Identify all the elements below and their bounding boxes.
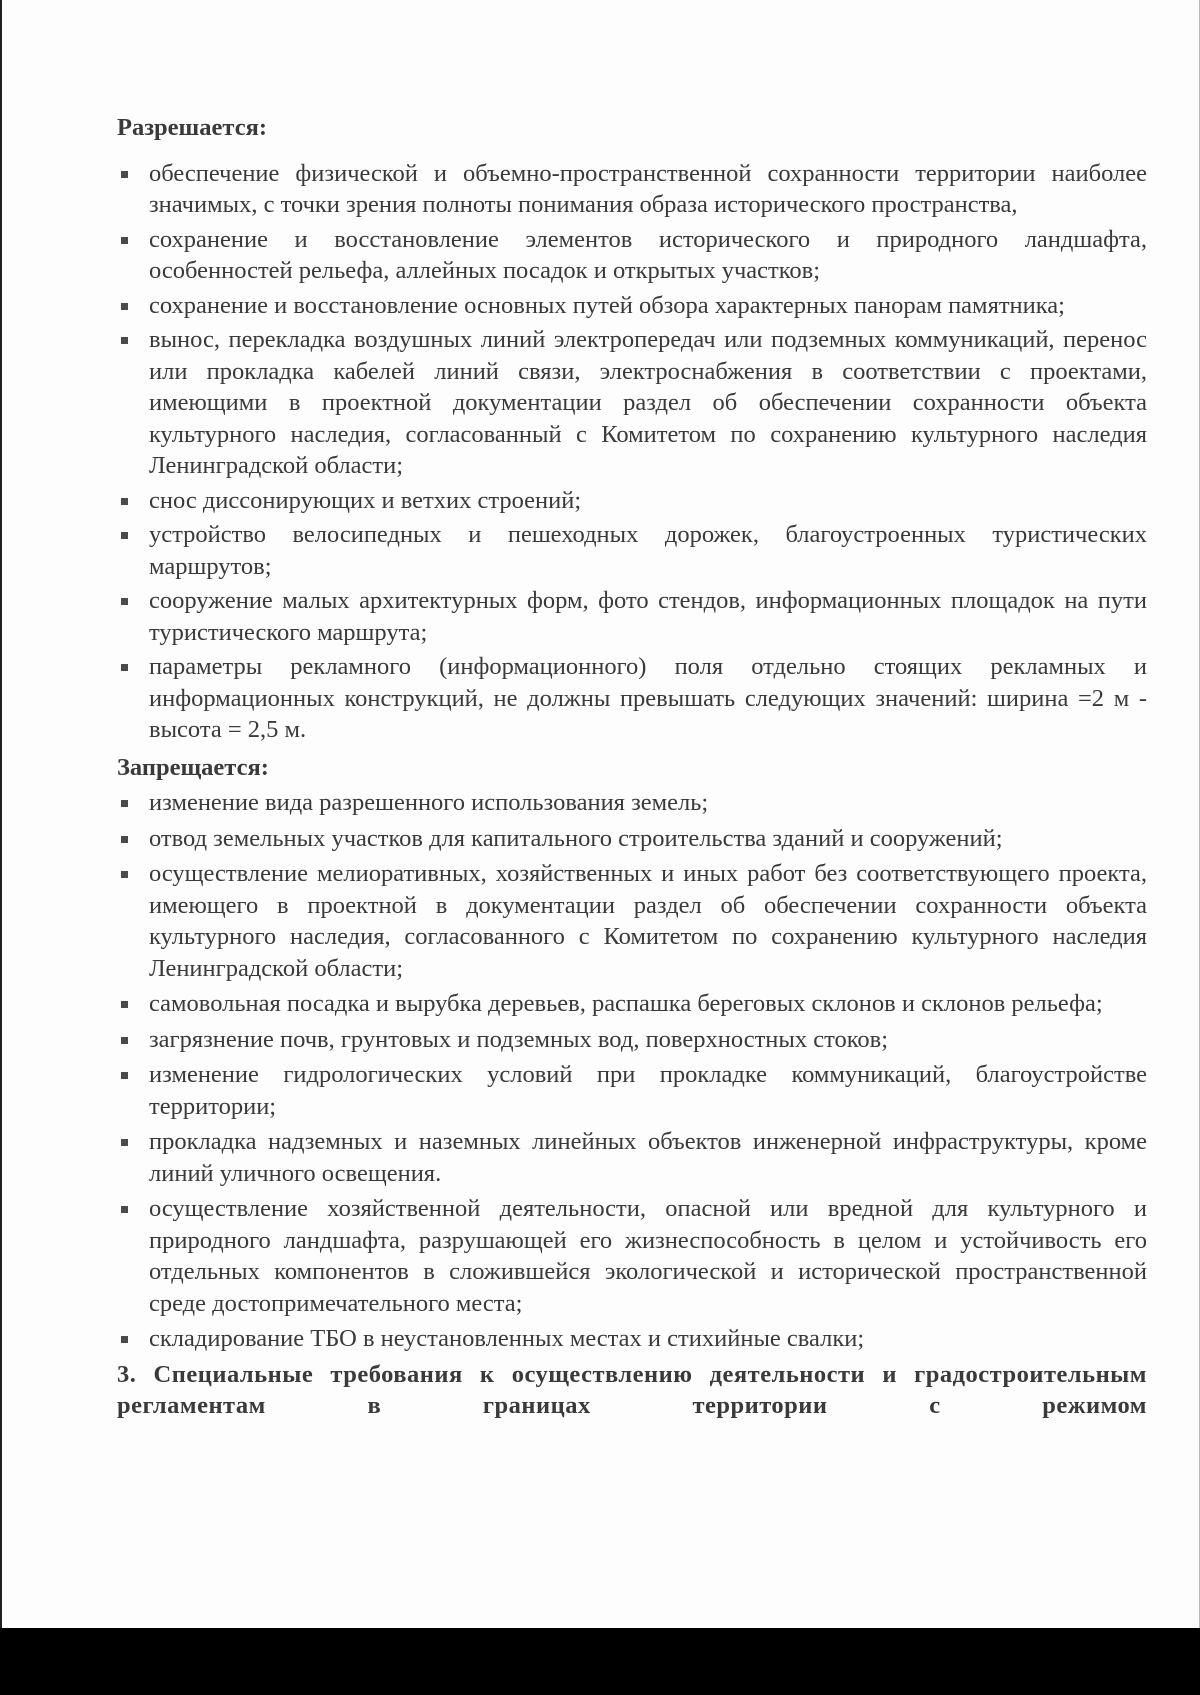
list-item-text: отвод земельных участков для капитального строительства зданий и сооружений; (149, 824, 1003, 852)
list-item-text: обеспечение физической и объемно-пространственной сохранности территории наиболее значимых, с точки зрения полноты понимания образа исторического пространства, (149, 159, 1147, 218)
allowed-list (117, 158, 1147, 746)
list-item-text: прокладка надземных и наземных линейных объектов инженерной инфраструктуры, кроме линий уличного освещения. (149, 1128, 1147, 1187)
square-bullet-icon (121, 532, 128, 539)
list-item (117, 324, 1147, 482)
list-item (117, 485, 1147, 517)
prohibited-list (117, 787, 1147, 1355)
square-bullet-icon (121, 171, 128, 178)
square-bullet-icon (121, 1336, 128, 1343)
list-item (117, 290, 1147, 322)
square-bullet-icon (121, 836, 128, 843)
square-bullet-icon (121, 337, 128, 344)
list-item (117, 651, 1147, 746)
square-bullet-icon (121, 237, 128, 244)
list-item (117, 1126, 1147, 1189)
list-item (117, 988, 1147, 1020)
list-item (117, 519, 1147, 582)
list-item-text: изменение гидрологических условий при прокладке коммуникаций, благоустройстве территории; (149, 1061, 1147, 1120)
square-bullet-icon (121, 1139, 128, 1146)
document-body (117, 112, 1147, 1422)
square-bullet-icon (121, 598, 128, 605)
scan-bottom-margin (0, 1628, 1200, 1695)
list-item-text: самовольная посадка и вырубка деревьев, распашка береговых склонов и склонов рельефа; (149, 990, 1103, 1017)
square-bullet-icon (121, 303, 128, 310)
scan-left-edge (0, 0, 2, 1630)
list-item (117, 585, 1147, 648)
list-item (117, 1193, 1147, 1319)
list-item-text: устройство велосипедных и пешеходных дорожек, благоустроенных туристических маршрутов; (149, 521, 1147, 580)
list-item (117, 787, 1147, 819)
list-item-text: осуществление мелиоративных, хозяйственных и иных работ без соответствующего проекта, имеющего в проектной в документации раздел об обеспечении сохранности объекта культурного наследия, согласованного с Комитетом по сохранению культурного наследия Ленинградской области; (149, 860, 1147, 982)
section-3-title: 3. Специальные требования к осуществлению деятельности и градостроительным регламентам в границах территории с режимом (117, 1360, 1147, 1419)
square-bullet-icon (121, 1206, 128, 1213)
list-item-text: сооружение малых архитектурных форм, фото стендов, информационных площадок на пути туристического маршрута; (149, 587, 1147, 646)
square-bullet-icon (121, 498, 128, 505)
list-item (117, 1323, 1147, 1355)
list-item-text: снос диссонирующих и ветхих строений; (149, 486, 582, 514)
list-item-text: параметры рекламного (информационного) поля отдельно стоящих рекламных и информационных конструкций, не должны превышать следующих значений: ширина =2 м - высота = 2,5 м. (149, 653, 1147, 743)
list-item-text: сохранение и восстановление элементов исторического и природного ландшафта, особенностей рельефа, аллейных посадок и открытых участков; (149, 225, 1147, 284)
list-item (117, 1059, 1147, 1122)
list-item-text: загрязнение почв, грунтовых и подземных вод, поверхностных стоков; (149, 1025, 889, 1053)
square-bullet-icon (121, 1001, 128, 1008)
square-bullet-icon (121, 664, 128, 671)
list-item-text: складирование ТБО в неустановленных местах и стихийные свалки; (149, 1325, 865, 1352)
square-bullet-icon (121, 1037, 128, 1044)
prohibited-heading: Запрещается: (117, 753, 269, 781)
list-item-text: сохранение и восстановление основных путей обзора характерных панорам памятника; (149, 291, 1065, 319)
list-item-text: вынос, перекладка воздушных линий электропередач или подземных коммуникаций, перенос или прокладка кабелей линий связи, электроснабжения в соответствии с проектами, имеющими в проектной документации раздел об обеспечении сохранности объекта культурного наследия, согласованный с Комитетом по сохранению культурного наследия Ленинградской области; (149, 326, 1147, 479)
list-item-text: осуществление хозяйственной деятельности, опасной или вредной для культурного и природного ландшафта, разрушающей его жизнеспособность в целом и устойчивость его отдельных компонентов в сложившейся экологической и исторической пространственной среде достопримечательного места; (149, 1195, 1147, 1317)
list-item (117, 823, 1147, 855)
list-item (117, 224, 1147, 287)
list-item (117, 158, 1147, 221)
square-bullet-icon (121, 800, 128, 807)
square-bullet-icon (121, 1072, 128, 1079)
list-item-text: изменение вида разрешенного использования земель; (149, 789, 709, 816)
list-item (117, 858, 1147, 984)
allowed-heading: Разрешается: (117, 114, 267, 141)
square-bullet-icon (121, 871, 128, 878)
list-item (117, 1024, 1147, 1056)
